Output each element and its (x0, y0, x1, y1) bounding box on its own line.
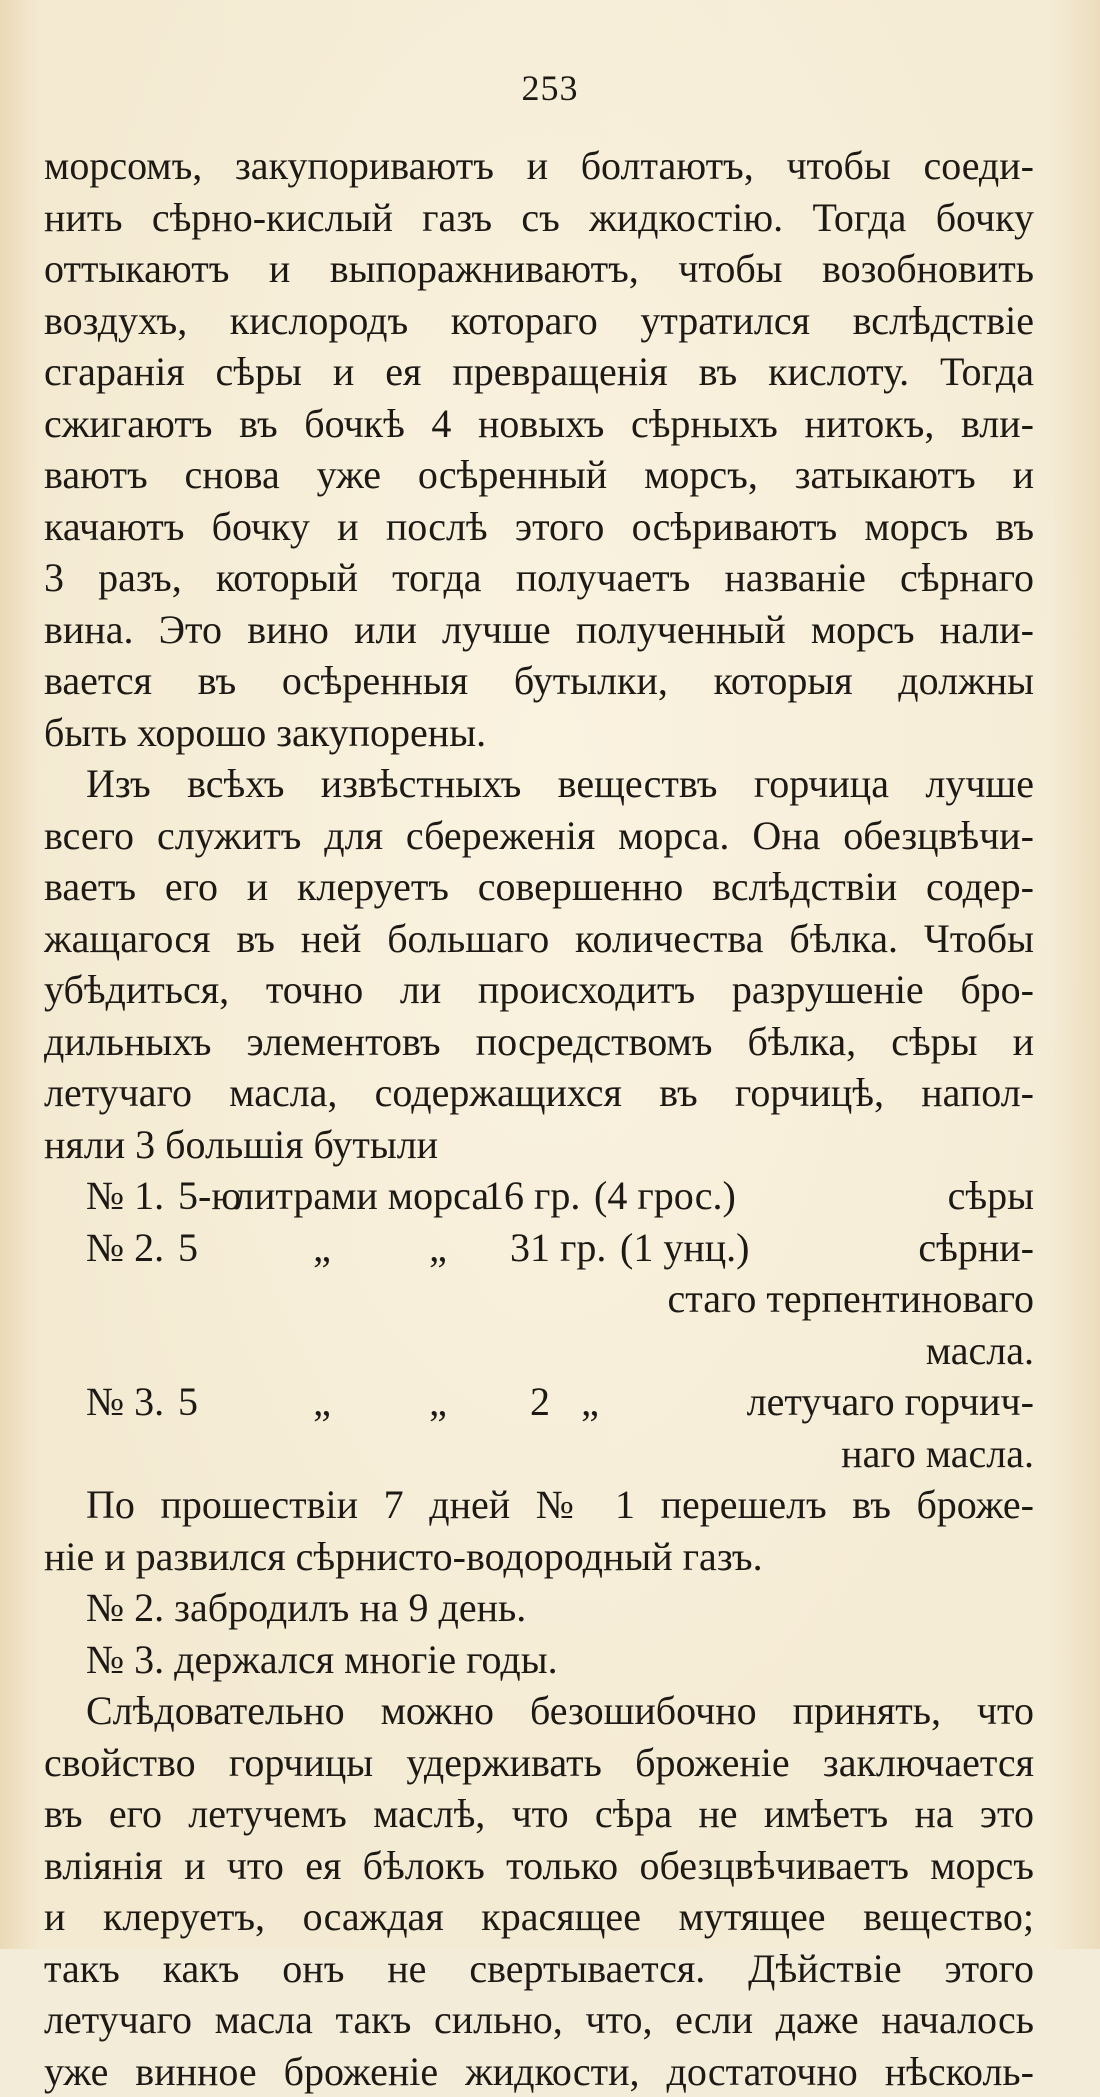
text-line: № 2. забродилъ на 9 день. (44, 1582, 1034, 1634)
text-line: 3 разъ, который тогда получаетъ названіе сѣрнаго (44, 552, 1034, 604)
substance-continued: масла. (44, 1325, 1034, 1377)
text-line: сгаранія сѣры и ея превращенія въ кислоту. Тогда (44, 346, 1034, 398)
text-line: сжигаютъ въ бочкѣ 4 новыхъ сѣрныхъ нитокъ, вли- (44, 398, 1034, 450)
ditto-mark: „ (570, 1376, 610, 1428)
text-line: № 3. держался многіе годы. (44, 1634, 1034, 1686)
experiment-row-2 (44, 1222, 1034, 1274)
text-line: ніе и развился сѣрнисто-водородный газъ. (44, 1531, 1034, 1583)
text-line: и клеруетъ, осаждая красящее мутящее вещество; (44, 1891, 1034, 1943)
row-number: № 1. (44, 1170, 178, 1222)
amount-alt: (1 унц.) (620, 1222, 800, 1274)
text-line: ваетъ его и клеруетъ совершенно вслѣдствіи содер- (44, 861, 1034, 913)
amount-grams: 2 (530, 1376, 570, 1428)
text-line: въ его летучемъ маслѣ, что сѣра не имѣетъ на это (44, 1788, 1034, 1840)
text-line: няли 3 большія бутыли (44, 1119, 1034, 1171)
text-line: нить сѣрно-кислый газъ съ жидкостію. Тогда бочку (44, 192, 1034, 244)
text-line: уже винное броженіе жидкости, достаточно нѣсколь- (44, 2046, 1034, 2097)
text-line: убѣдиться, точно ли происходитъ разрушеніе бро- (44, 964, 1034, 1016)
text-line: вается въ осѣренныя бутылки, которыя должны (44, 655, 1034, 707)
text-line: оттыкаютъ и выпоражниваютъ, чтобы возобновить (44, 243, 1034, 295)
page-number: 253 (0, 68, 1100, 108)
text-line: ваютъ снова уже осѣренный морсъ, затыкаютъ и (44, 449, 1034, 501)
paragraph-first-line: По прошествіи 7 дней № 1 перешелъ въ броже- (44, 1479, 1034, 1531)
ditto-mark: „ (410, 1222, 466, 1274)
text-line: свойство горчицы удерживать броженіе заключается (44, 1737, 1034, 1789)
text-line: воздухъ, кислородъ котораго утратился вслѣдствіе (44, 295, 1034, 347)
text-line: всего служитъ для сбереженія морса. Она обезцвѣчи- (44, 810, 1034, 862)
body-text (44, 140, 1034, 2097)
amount-alt: (4 грос.) (594, 1170, 794, 1222)
substance-continued: стаго терпентиноваго (44, 1273, 1034, 1325)
substance: сѣрни- (800, 1222, 1034, 1274)
paragraph-first-line: Слѣдовательно можно безошибочно принять, что (44, 1685, 1034, 1737)
amount-grams: 16 гр. (484, 1170, 594, 1222)
substance: сѣры (794, 1170, 1034, 1222)
quantity: 5 (178, 1376, 234, 1428)
quantity: 5 (178, 1222, 234, 1274)
text-line: дильныхъ элементовъ посредствомъ бѣлка, сѣры и (44, 1016, 1034, 1068)
text-line: вина. Это вино или лучше полученный морсъ нали- (44, 604, 1034, 656)
text-line: такъ какъ онъ не свертывается. Дѣйствіе этого (44, 1943, 1034, 1995)
text-line: летучаго масла, содержащихся въ горчицѣ, напол- (44, 1067, 1034, 1119)
text-line: быть хорошо закупорены. (44, 707, 1034, 759)
experiment-row-3 (44, 1376, 1034, 1428)
text-line: морсомъ, закупориваютъ и болтаютъ, чтобы соеди- (44, 140, 1034, 192)
quantity: 5-ю (178, 1170, 234, 1222)
substance: летучаго горчич- (610, 1376, 1034, 1428)
row-number: № 2. (44, 1222, 178, 1274)
ditto-mark: „ (410, 1376, 466, 1428)
text-line: вліянія и что ея бѣлокъ только обезцвѣчиваетъ морсъ (44, 1840, 1034, 1892)
text-line: летучаго масла такъ сильно, что, если даже началось (44, 1994, 1034, 2046)
liquid: литрами морса (234, 1170, 484, 1222)
text-line: качаютъ бочку и послѣ этого осѣриваютъ морсъ въ (44, 501, 1034, 553)
ditto-mark: „ (294, 1376, 350, 1428)
text-line: жащагося въ ней большаго количества бѣлка. Чтобы (44, 913, 1034, 965)
paragraph-first-line: Изъ всѣхъ извѣстныхъ веществъ горчица лучше (44, 758, 1034, 810)
ditto-mark: „ (294, 1222, 350, 1274)
experiment-row-1 (44, 1170, 1034, 1222)
row-number: № 3. (44, 1376, 178, 1428)
substance-continued: наго масла. (44, 1428, 1034, 1480)
amount-grams: 31 гр. (510, 1222, 620, 1274)
